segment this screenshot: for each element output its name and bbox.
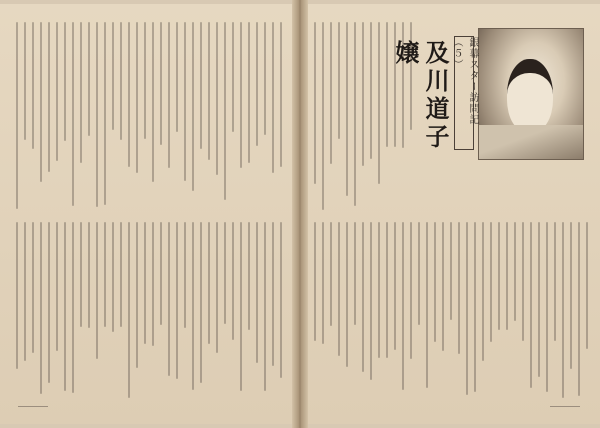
left-page — [0, 4, 296, 424]
text-column-line — [216, 22, 218, 175]
text-column-line — [586, 222, 588, 349]
text-column-line — [168, 22, 170, 168]
text-column-line — [514, 222, 516, 321]
text-column-line — [104, 222, 106, 327]
text-column-line — [64, 222, 66, 391]
text-column-line — [330, 22, 332, 164]
article-headline: 及川道子嬢 — [391, 40, 450, 152]
text-column-line — [280, 222, 282, 378]
left-page-number-rule — [18, 406, 48, 407]
text-column-line — [330, 222, 332, 326]
text-column-line — [442, 222, 444, 351]
text-column-line — [176, 22, 178, 132]
text-column-line — [554, 222, 556, 341]
text-column-line — [338, 222, 340, 356]
text-column-line — [410, 22, 412, 130]
text-column-line — [240, 222, 242, 391]
text-column-line — [402, 222, 404, 390]
text-column-line — [418, 222, 420, 325]
text-column-line — [144, 222, 146, 344]
text-column-line — [176, 222, 178, 379]
text-column-line — [168, 222, 170, 376]
text-column-line — [410, 222, 412, 359]
text-column-line — [24, 222, 26, 361]
text-column-line — [232, 22, 234, 132]
text-column-line — [530, 222, 532, 388]
text-column-line — [24, 22, 26, 140]
text-column-line — [280, 22, 282, 167]
text-column-line — [104, 22, 106, 205]
text-column-line — [272, 222, 274, 366]
page-gutter — [292, 0, 308, 428]
text-column-line — [426, 222, 428, 388]
text-column-line — [434, 222, 436, 342]
text-column-line — [40, 222, 42, 394]
text-column-line — [72, 222, 74, 393]
text-column-line — [72, 22, 74, 206]
text-column-line — [208, 222, 210, 344]
text-column-line — [362, 22, 364, 166]
text-column-line — [248, 22, 250, 163]
text-column-line — [378, 22, 380, 184]
text-column-line — [386, 22, 388, 147]
text-column-line — [394, 222, 396, 350]
text-column-line — [88, 222, 90, 328]
text-column-line — [80, 22, 82, 163]
portrait-face — [507, 59, 553, 133]
text-column-line — [354, 222, 356, 325]
text-column-line — [128, 22, 130, 167]
text-column-line — [152, 22, 154, 182]
series-label: 銀幕スター訪問記（５） — [454, 36, 474, 150]
text-column-line — [216, 222, 218, 353]
text-column-line — [370, 222, 372, 380]
text-column-line — [362, 222, 364, 372]
text-column-line — [112, 22, 114, 130]
text-column-line — [200, 222, 202, 383]
text-column-line — [322, 222, 324, 344]
text-column-line — [224, 222, 226, 324]
text-column-line — [354, 22, 356, 206]
text-column-line — [96, 22, 98, 207]
text-column-line — [16, 222, 18, 369]
text-column-line — [32, 222, 34, 353]
text-column-line — [64, 22, 66, 141]
text-column-line — [192, 22, 194, 191]
text-column-line — [314, 222, 316, 341]
text-column-line — [338, 22, 340, 139]
text-column-line — [48, 222, 50, 383]
text-column-line — [160, 222, 162, 325]
text-column-line — [386, 222, 388, 358]
text-column-line — [264, 22, 266, 135]
text-column-line — [570, 222, 572, 369]
text-column-line — [562, 222, 564, 398]
text-column-line — [482, 222, 484, 361]
text-column-line — [538, 222, 540, 377]
text-column-line — [490, 222, 492, 342]
right-page-number-rule — [550, 406, 580, 407]
text-column-line — [144, 22, 146, 139]
text-column-line — [578, 222, 580, 396]
text-column-line — [370, 22, 372, 159]
text-column-line — [56, 222, 58, 351]
text-column-line — [232, 222, 234, 340]
text-column-line — [192, 222, 194, 390]
text-column-line — [48, 22, 50, 172]
text-column-line — [458, 222, 460, 354]
text-column-line — [136, 22, 138, 173]
text-column-line — [152, 222, 154, 346]
text-column-line — [80, 222, 82, 327]
text-column-line — [208, 22, 210, 160]
text-column-line — [120, 22, 122, 140]
text-column-line — [56, 22, 58, 161]
text-column-line — [120, 222, 122, 327]
text-column-line — [272, 22, 274, 173]
text-column-line — [546, 222, 548, 392]
text-column-line — [322, 22, 324, 210]
text-column-line — [248, 222, 250, 330]
text-column-line — [264, 222, 266, 391]
text-column-line — [450, 222, 452, 320]
text-column-line — [96, 222, 98, 359]
text-column-line — [498, 222, 500, 330]
text-column-line — [522, 222, 524, 341]
text-column-line — [466, 222, 468, 395]
text-column-line — [184, 222, 186, 328]
text-column-line — [346, 22, 348, 196]
text-column-line — [314, 22, 316, 184]
portrait-collar — [479, 125, 583, 159]
text-column-line — [200, 22, 202, 149]
text-column-line — [474, 222, 476, 392]
text-column-line — [256, 222, 258, 363]
text-column-line — [224, 22, 226, 200]
text-column-line — [88, 22, 90, 136]
text-column-line — [240, 22, 242, 168]
text-column-line — [112, 222, 114, 332]
text-column-line — [346, 222, 348, 367]
text-column-line — [128, 222, 130, 398]
portrait-photo — [478, 28, 584, 160]
text-column-line — [16, 22, 18, 209]
text-column-line — [160, 22, 162, 145]
text-column-line — [256, 22, 258, 146]
text-column-line — [136, 222, 138, 368]
text-column-line — [184, 22, 186, 181]
text-column-line — [506, 222, 508, 330]
text-column-line — [378, 222, 380, 358]
text-column-line — [40, 22, 42, 182]
text-column-line — [32, 22, 34, 149]
